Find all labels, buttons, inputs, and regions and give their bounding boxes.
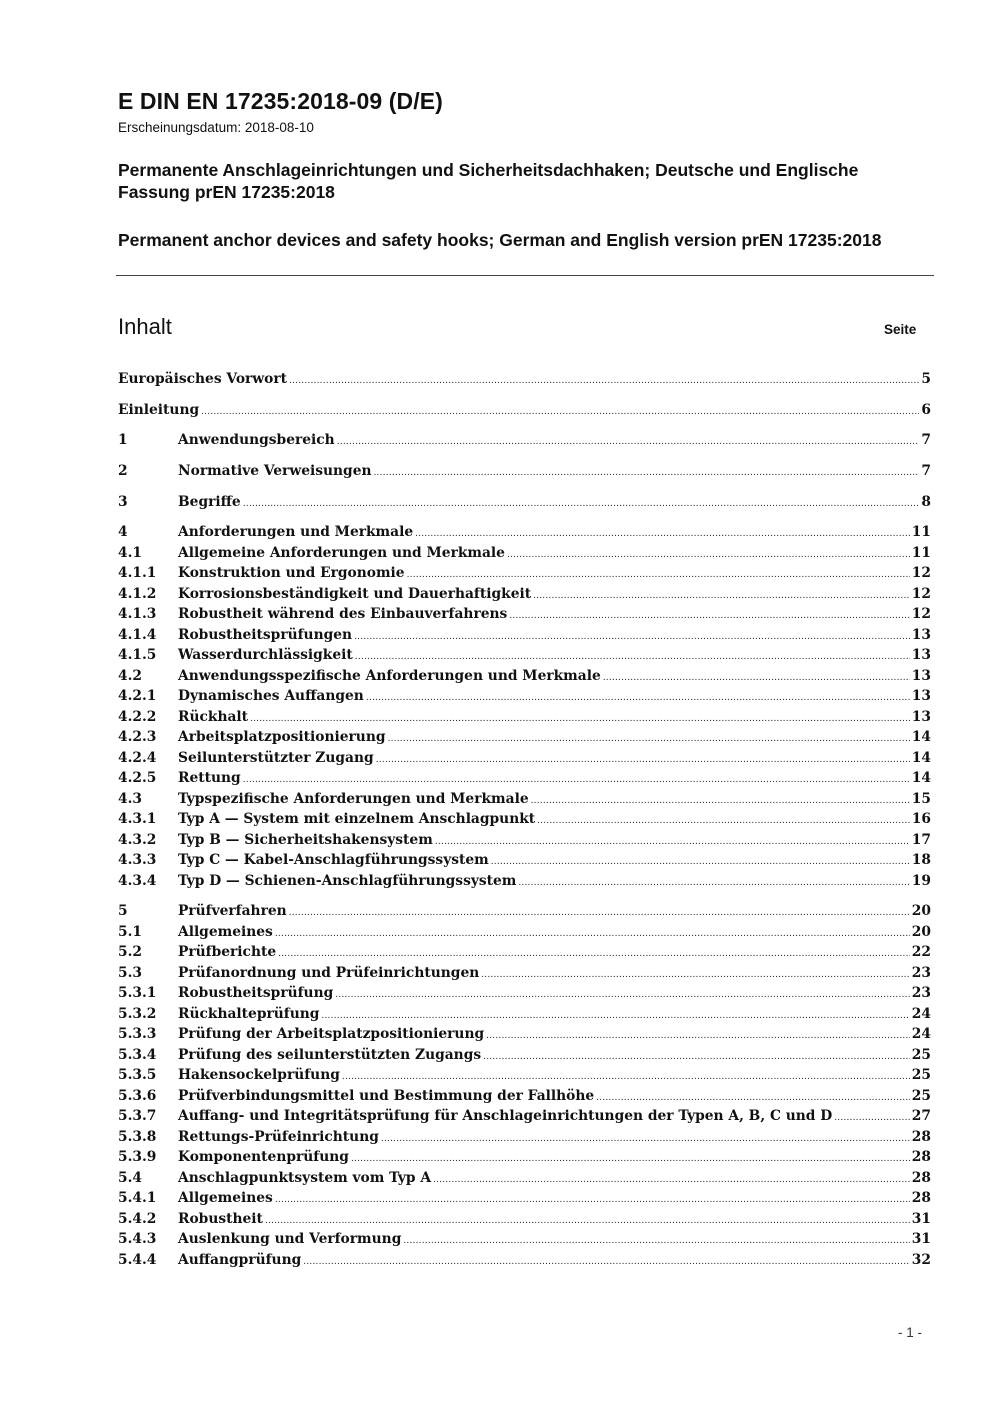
toc-entry-title: Begriffe [178,494,241,510]
toc-entry[interactable] [118,371,931,391]
toc-entry-page: 15 [911,791,931,807]
toc-entry-number: 4.3 [118,791,143,807]
toc-entry-title: Prüfverbindungsmittel und Bestimmung der Fallhöhe [178,1088,595,1104]
toc-dot-leader [433,1175,910,1185]
toc-entry-page: 13 [911,627,931,643]
toc-entry-page: 6 [921,402,931,418]
toc-entry-title: Prüfverfahren [178,903,287,919]
toc-entry-title: Typ A — System mit einzelnem Anschlagpunkt [178,811,536,827]
toc-dot-leader [289,376,919,386]
toc-entry-title: Einleitung [118,402,200,418]
toc-dot-leader [533,591,910,601]
toc-entry-title: Prüfung der Arbeitsplatzpositionierung [178,1026,485,1042]
toc-entry-title: Anwendungsbereich [178,432,335,448]
toc-dot-leader [388,734,910,744]
toc-entry-number: 5.4.3 [118,1231,157,1247]
toc-entry-title: Korrosionsbeständigkeit und Dauerhaftigkeit [178,586,532,602]
toc-entry[interactable] [118,811,931,831]
toc-entry-title: Anforderungen und Merkmale [178,524,414,540]
toc-dot-leader [335,990,910,1000]
toc-entry-page: 23 [911,965,931,981]
toc-entry[interactable] [118,668,931,688]
toc-entry-number: 4.1.5 [118,647,157,663]
toc-entry-number: 5.3.9 [118,1149,157,1165]
toc-dot-leader [289,908,910,918]
toc-entry[interactable] [118,832,931,852]
toc-entry-number: 4.1.1 [118,565,157,581]
toc-entry-page: 25 [911,1047,931,1063]
toc-dot-leader [381,1134,910,1144]
toc-entry-page: 14 [911,750,931,766]
toc-entry-page: 28 [911,1170,931,1186]
toc-dot-leader [337,437,920,447]
toc-entry-number: 4.2 [118,668,143,684]
toc-entry-title: Europäisches Vorwort [118,371,288,387]
toc-dot-leader [403,1236,909,1246]
toc-entry[interactable] [118,688,931,708]
toc-entry[interactable] [118,965,931,985]
toc-entry-page: 12 [911,586,931,602]
toc-entry-page: 25 [911,1088,931,1104]
toc-entry[interactable] [118,565,931,585]
toc-dot-leader [342,1072,910,1082]
toc-entry-page: 31 [911,1211,931,1227]
title-german: Permanente Anschlageinrichtungen und Sicherheitsdachhaken; Deutsche und Englische Fassung prEN 17235:2018 [118,160,859,202]
toc-entry-page: 14 [911,729,931,745]
toc-entry[interactable] [118,1006,931,1026]
toc-entry-page: 11 [911,545,931,561]
toc-dot-leader [321,1011,909,1021]
toc-dot-leader [376,755,910,765]
toc-entry-number: 4.1.4 [118,627,157,643]
toc-entry[interactable] [118,524,931,544]
toc-entry[interactable] [118,770,931,790]
toc-dot-leader [518,878,909,888]
toc-entry-title: Allgemeines [178,1190,273,1206]
toc-entry-title: Typ D — Schienen-Anschlagführungssystem [178,873,517,889]
toc-entry-page: 28 [911,1129,931,1145]
toc-entry-page: 32 [911,1252,931,1268]
toc-entry-number: 5.4.4 [118,1252,157,1268]
toc-entry-page: 20 [911,924,931,940]
publication-date: Erscheinungsdatum: 2018-08-10 [118,120,314,135]
toc-dot-leader [265,1216,910,1226]
toc-entry-number: 5.3.8 [118,1129,157,1145]
toc-entry[interactable] [118,924,931,944]
toc-entry[interactable] [118,494,931,514]
toc-entry[interactable] [118,1170,931,1190]
toc-entry-title: Arbeitsplatzpositionierung [178,729,386,745]
toc-entry-title: Auffangprüfung [178,1252,302,1268]
toc-dot-leader [354,632,910,642]
toc-entry[interactable] [118,647,931,667]
toc-dot-leader [366,693,910,703]
toc-dot-leader [483,1052,910,1062]
toc-entry-page: 28 [911,1149,931,1165]
toc-entry-title: Rettungs-Prüfeinrichtung [178,1129,379,1145]
toc-entry-page: 28 [911,1190,931,1206]
toc-entry-page: 22 [911,944,931,960]
toc-entry-page: 24 [911,1006,931,1022]
toc-entry-page: 7 [921,463,931,479]
toc-dot-leader [603,673,910,683]
toc-entry-number: 5.3.5 [118,1067,157,1083]
toc-entry[interactable] [118,852,931,872]
toc-entry-page: 16 [911,811,931,827]
toc-entry-number: 5.3.6 [118,1088,157,1104]
document-id: E DIN EN 17235:2018-09 (D/E) [118,88,443,114]
toc-entry-title: Anschlagpunktsystem vom Typ A [178,1170,432,1186]
toc-dot-leader [531,796,910,806]
toc-entry[interactable] [118,1108,931,1128]
toc-entry[interactable] [118,709,931,729]
toc-entry-title: Typ B — Sicherheitshakensystem [178,832,433,848]
toc-entry-title: Rückhalteprüfung [178,1006,320,1022]
toc-entry[interactable] [118,750,931,770]
toc-entry[interactable] [118,903,931,923]
toc-entry-number: 4.1 [118,545,143,561]
toc-entry-page: 18 [911,852,931,868]
toc-dot-leader [278,949,910,959]
toc-entry-number: 5.3.2 [118,1006,157,1022]
toc-entry[interactable] [118,586,931,606]
toc-entry-number: 5.3.4 [118,1047,157,1063]
toc-entry-number: 4 [118,524,128,540]
toc-dot-leader [507,550,910,560]
toc-entry-title: Robustheitsprüfungen [178,627,353,643]
toc-entry-title: Allgemeine Anforderungen und Merkmale [178,545,505,561]
toc-entry-page: 12 [911,565,931,581]
toc-entry-number: 4.3.1 [118,811,157,827]
toc-entry-title: Robustheitsprüfung [178,985,334,1001]
toc-entry-title: Auffang- und Integritätsprüfung für Anschlageinrichtungen der Typen A, B, C und D [178,1108,833,1124]
toc-dot-leader [351,1154,910,1164]
toc-entry-number: 4.2.5 [118,770,157,786]
toc-entry-page: 12 [911,606,931,622]
toc-entry-number: 4.3.3 [118,852,157,868]
toc-dot-leader [435,837,910,847]
toc-entry-title: Dynamisches Auffangen [178,688,364,704]
toc-dot-leader [596,1093,910,1103]
toc-entry[interactable] [118,985,931,1005]
toc-entry-page: 11 [911,524,931,540]
toc-entry-page: 20 [911,903,931,919]
toc-entry-title: Auslenkung und Verformung [178,1231,402,1247]
toc-entry[interactable] [118,1211,931,1231]
toc-dot-leader [275,1195,910,1205]
toc-entry-number: 5.4.2 [118,1211,157,1227]
toc-page-column-label: Seite [884,322,917,337]
toc-dot-leader [834,1113,910,1123]
toc-entry-number: 5.4 [118,1170,143,1186]
toc-entry-page: 14 [911,770,931,786]
toc-dot-leader [407,570,910,580]
toc-entry-number: 4.1.3 [118,606,157,622]
toc-entry[interactable] [118,1026,931,1046]
toc-entry-number: 4.2.4 [118,750,157,766]
toc-entry-title: Prüfanordnung und Prüfeinrichtungen [178,965,480,981]
toc-entry[interactable] [118,1149,931,1169]
toc-dot-leader [509,611,909,621]
toc-dot-leader [201,407,919,417]
toc-entry[interactable] [118,606,931,626]
toc-heading: Inhalt [118,314,172,339]
toc-entry-number: 5.3.1 [118,985,157,1001]
toc-entry[interactable] [118,791,931,811]
toc-dot-leader [415,529,910,539]
toc-dot-leader [355,652,910,662]
toc-entry-page: 23 [911,985,931,1001]
toc-entry-page: 27 [911,1108,931,1124]
title-english: Permanent anchor devices and safety hooks; German and English version prEN 17235:2018 [118,230,882,250]
toc-entry[interactable] [118,1047,931,1067]
toc-entry-number: 5.2 [118,944,143,960]
toc-entry[interactable] [118,627,931,647]
toc-entry-title: Wasserdurchlässigkeit [178,647,353,663]
toc-entry-title: Anwendungsspezifische Anforderungen und Merkmale [178,668,601,684]
toc-entry-title: Prüfung des seilunterstützten Zugangs [178,1047,482,1063]
toc-entry-title: Rückhalt [178,709,249,725]
toc-entry-number: 4.2.3 [118,729,157,745]
toc-entry-page: 5 [921,371,931,387]
toc-entry-page: 13 [911,709,931,725]
toc-entry-title: Typ C — Kabel-Anschlagführungssystem [178,852,489,868]
toc-entry[interactable] [118,1129,931,1149]
toc-entry-number: 5.3.7 [118,1108,157,1124]
toc-entry-page: 24 [911,1026,931,1042]
page-number: - 1 - [898,1325,923,1340]
toc-entry-number: 4.2.2 [118,709,157,725]
toc-entry-page: 7 [921,432,931,448]
toc-entry-page: 17 [911,832,931,848]
header-divider [116,275,934,276]
toc-entry[interactable] [118,1088,931,1108]
toc-entry-page: 13 [911,647,931,663]
toc-entry-title: Robustheit während des Einbauverfahrens [178,606,508,622]
toc-entry-title: Prüfberichte [178,944,277,960]
toc-entry[interactable] [118,1231,931,1251]
toc-dot-leader [491,857,910,867]
toc-entry-page: 8 [921,494,931,510]
toc-entry-number: 2 [118,463,128,479]
toc-dot-leader [303,1257,910,1267]
toc-entry-number: 3 [118,494,128,510]
toc-entry[interactable] [118,402,931,422]
toc-entry[interactable] [118,545,931,565]
toc-entry[interactable] [118,463,931,483]
toc-entry[interactable] [118,432,931,452]
toc-entry-number: 1 [118,432,128,448]
toc-entry-number: 5.4.1 [118,1190,157,1206]
toc-entry[interactable] [118,873,931,893]
toc-entry-title: Seilunterstützter Zugang [178,750,374,766]
toc-dot-leader [374,468,920,478]
toc-entry-title: Allgemeines [178,924,273,940]
toc-entry-number: 4.3.4 [118,873,157,889]
toc-entry-page: 13 [911,668,931,684]
toc-entry-title: Normative Verweisungen [178,463,372,479]
toc-entry-number: 4.2.1 [118,688,157,704]
toc-entry-title: Komponentenprüfung [178,1149,349,1165]
toc-entry-page: 25 [911,1067,931,1083]
toc-entry[interactable] [118,1067,931,1087]
toc-entry-number: 5.3.3 [118,1026,157,1042]
toc-dot-leader [250,714,910,724]
toc-entry-number: 4.1.2 [118,586,157,602]
toc-entry[interactable] [118,729,931,749]
toc-dot-leader [486,1031,910,1041]
toc-entry-title: Hakensockelprüfung [178,1067,340,1083]
toc-entry-title: Typspezifische Anforderungen und Merkmale [178,791,529,807]
toc-entry-number: 5 [118,903,128,919]
toc-entry-title: Rettung [178,770,241,786]
toc-dot-leader [537,816,910,826]
toc-dot-leader [275,929,910,939]
toc-entry-title: Robustheit [178,1211,263,1227]
toc-entry-page: 13 [911,688,931,704]
toc-entry-number: 4.3.2 [118,832,157,848]
toc-entry-number: 5.3 [118,965,143,981]
toc-entry[interactable] [118,1252,931,1272]
toc-entry[interactable] [118,944,931,964]
toc-dot-leader [243,775,910,785]
toc-entry[interactable] [118,1190,931,1210]
toc-entry-number: 5.1 [118,924,143,940]
toc-entry-title: Konstruktion und Ergonomie [178,565,405,581]
toc-dot-leader [481,970,910,980]
toc-entry-page: 31 [911,1231,931,1247]
toc-entry-page: 19 [911,873,931,889]
toc-dot-leader [243,499,920,509]
